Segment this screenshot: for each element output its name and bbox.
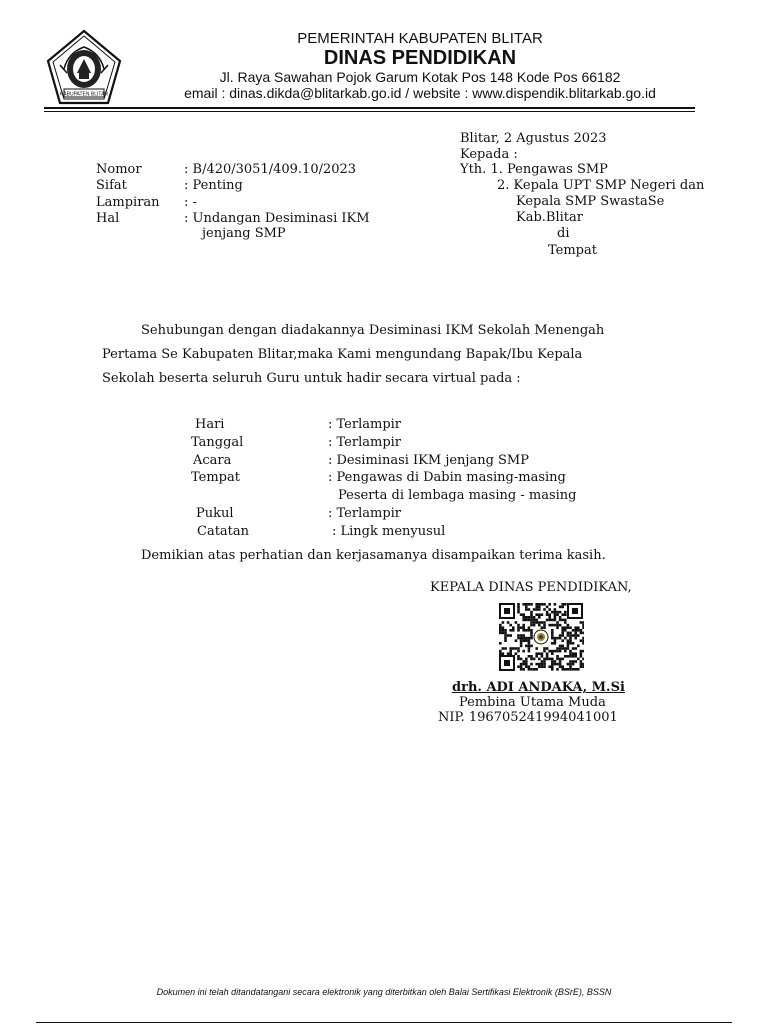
pukul-value: : Terlampir	[328, 506, 402, 521]
nomor-label: Nomor	[96, 162, 142, 177]
signatory-nip: NIP. 196705241994041001	[438, 710, 618, 725]
tanggal-value: : Terlampir	[328, 435, 402, 450]
recipient-line-2: 2. Kepala UPT SMP Negeri dan	[497, 178, 705, 193]
tempat-value: : Pengawas di Dabin masing-masing	[328, 470, 566, 485]
hal-value-cont: jenjang SMP	[202, 226, 286, 241]
closing-sentence: Demikian atas perhatian dan kerjasamanya disampaikan terima kasih.	[141, 548, 606, 563]
recipient-line-1: Yth. 1. Pengawas SMP	[460, 162, 608, 177]
footer-divider	[36, 1022, 732, 1023]
hari-value: : Terlampir	[328, 417, 402, 432]
body-line-1: Sehubungan dengan diadakannya Desiminasi IKM Sekolah Menengah	[141, 323, 605, 338]
header-contact: email : dinas.dikda@blitarkab.go.id / website : www.dispendik.blitarkab.go.id	[184, 85, 656, 101]
recipient-line-6: Tempat	[548, 243, 597, 258]
recipient-line-4: Kab.Blitar	[516, 210, 583, 225]
electronic-signature-note: Dokumen ini telah ditandatangani secara elektronik yang diterbitkan oleh Balai Sertifikasi Elektronik (BSrE), BSSN	[156, 987, 612, 997]
nomor-value: : B/420/3051/409.10/2023	[184, 162, 357, 177]
qr-code-icon	[498, 602, 584, 672]
sifat-value: : Penting	[184, 178, 243, 193]
sifat-label: Sifat	[96, 178, 127, 193]
body-line-2: Pertama Se Kabupaten Blitar,maka Kami mengundang Bapak/Ibu Kepala	[102, 347, 583, 362]
header-government: PEMERINTAH KABUPATEN BLITAR	[297, 30, 543, 47]
header-address: Jl. Raya Sawahan Pojok Garum Kotak Pos 148 Kode Pos 66182	[219, 69, 621, 85]
letter-date: Blitar, 2 Agustus 2023	[460, 131, 607, 146]
acara-value: : Desiminasi IKM jenjang SMP	[328, 453, 529, 468]
catatan-label: Catatan	[197, 524, 250, 539]
tempat-label: Tempat	[191, 470, 240, 485]
kabupaten-blitar-logo	[46, 29, 122, 107]
header-department: DINAS PENDIDIKAN	[323, 47, 517, 69]
hari-label: Hari	[195, 417, 225, 432]
lampiran-label: Lampiran	[96, 195, 160, 210]
header-divider	[44, 107, 695, 109]
recipient-line-5: di	[557, 226, 570, 241]
recipient-line-3: Kepala SMP SwastaSe	[516, 194, 665, 209]
acara-label: Acara	[193, 453, 232, 468]
signature-title: KEPALA DINAS PENDIDIKAN,	[430, 580, 632, 595]
hal-label: Hal	[96, 211, 120, 226]
recipient-heading: Kepada :	[460, 147, 518, 162]
hal-value: : Undangan Desiminasi IKM	[184, 211, 370, 226]
tempat-value-cont: Peserta di lembaga masing - masing	[338, 488, 577, 503]
lampiran-value: : -	[184, 195, 197, 210]
catatan-value: : Lingk menyusul	[332, 524, 446, 539]
pukul-label: Pukul	[196, 506, 234, 521]
body-line-3: Sekolah beserta seluruh Guru untuk hadir secara virtual pada :	[102, 371, 521, 386]
logo-text: KABUPATEN BLITAR	[59, 91, 109, 98]
header-divider-thin	[44, 111, 695, 112]
signatory-name: drh. ADI ANDAKA, M.Si	[452, 680, 625, 695]
tanggal-label: Tanggal	[191, 435, 244, 450]
signatory-rank: Pembina Utama Muda	[459, 695, 606, 710]
